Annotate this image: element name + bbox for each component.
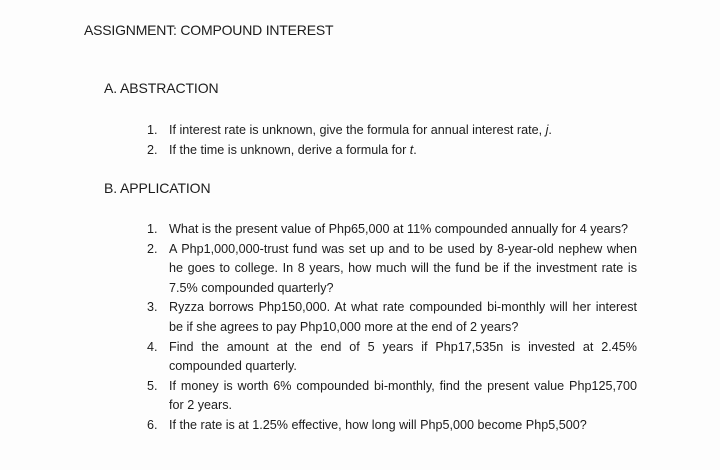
item-text-part: If the time is unknown, derive a formula for <box>169 142 410 157</box>
item-text: What is the present value of Php65,000 at 11% compounded annually for 4 years? <box>169 222 629 236</box>
list-item <box>147 377 637 416</box>
item-text <box>169 121 647 141</box>
item-text: If money is worth 6% compounded bi-monthly, find the present value Php125,700 for 2 years. <box>169 378 637 413</box>
list-item <box>147 338 637 377</box>
application-list <box>147 220 637 436</box>
item-number: 2. <box>147 241 158 256</box>
item-text: Ryzza borrows Php150,000. At what rate compounded bi-monthly will her interest be if she agrees to pay Php10,000 more at the end of 2 years? <box>169 300 637 334</box>
item-number: 5. <box>147 378 158 393</box>
item-text: If the rate is at 1.25% effective, how long will Php5,000 become Php5,500? <box>169 417 587 432</box>
list-item <box>147 220 637 240</box>
item-variable: t <box>409 142 414 157</box>
abstraction-list <box>147 121 647 160</box>
item-number: 6. <box>147 417 158 432</box>
section-heading-application: B. APPLICATION <box>104 180 211 196</box>
item-text-part: . <box>548 123 552 137</box>
item-text <box>169 141 647 161</box>
item-number: 4. <box>147 339 158 354</box>
list-item <box>147 240 637 299</box>
item-number: 2. <box>147 142 158 157</box>
list-item <box>147 416 637 436</box>
item-variable: j <box>545 123 549 137</box>
list-item <box>147 141 647 161</box>
item-number: 3. <box>147 300 158 315</box>
item-text: Find the amount at the end of 5 years if Php17,535n is invested at 2.45% compounded quarterly. <box>169 339 637 374</box>
list-item <box>147 121 647 141</box>
item-number: 1. <box>147 123 158 137</box>
item-number: 1. <box>147 222 158 236</box>
item-text: A Php1,000,000-trust fund was set up and to be used by 8-year-old nephew when he goes to college. In 8 years, how much will the fund be if the investment rate is 7.5% compounded quarterly? <box>169 241 637 295</box>
item-text-part: . <box>413 142 417 157</box>
item-text-part: If interest rate is unknown, give the formula for annual interest rate, <box>169 123 546 137</box>
section-heading-abstraction: A. ABSTRACTION <box>104 80 219 96</box>
document-title: ASSIGNMENT: COMPOUND INTEREST <box>84 22 334 38</box>
list-item <box>147 298 637 337</box>
